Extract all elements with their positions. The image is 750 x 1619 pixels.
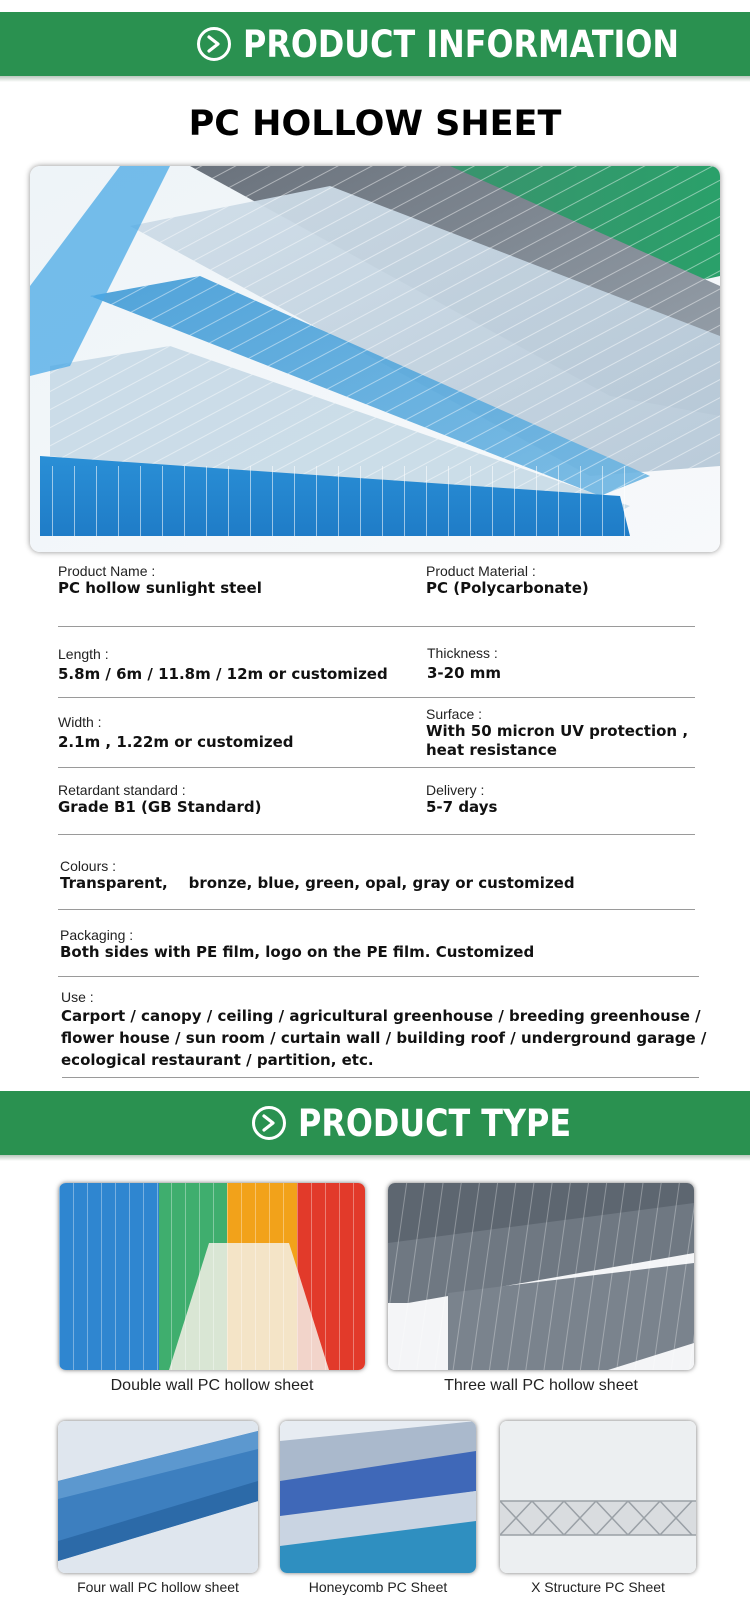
product-type-caption: Honeycomb PC Sheet [308,1579,448,1595]
product-type-caption: Three wall PC hollow sheet [444,1377,638,1394]
spec-value: PC (Polycarbonate) [426,579,589,597]
product-type-banner [0,1091,750,1155]
spec-thickness [427,645,501,683]
chevron-right-circle-icon [252,1106,286,1140]
three-wall-sheet-image [388,1183,694,1370]
spec-value: Transparent, bronze, blue, green, opal, gray or customized [60,874,575,892]
divider [58,767,695,768]
honeycomb-sheet-image [280,1421,476,1573]
spec-value: PC hollow sunlight steel [58,579,262,597]
product-type-caption: Four wall PC hollow sheet [77,1579,239,1595]
spec-label: Surface : [426,706,483,722]
x-structure-sheet-image [500,1421,696,1573]
page-title: PC HOLLOW SHEET [188,104,562,144]
spec-label: Product Material : [426,563,536,579]
spec-retardant [58,782,262,817]
spec-value: With 50 micron UV protection , [426,722,689,740]
spec-width [58,714,294,752]
spec-delivery [426,782,497,817]
spec-label: Product Name : [58,563,156,579]
banner-title: PRODUCT INFORMATION [243,22,680,66]
pc-hollow-sheets-image [30,166,720,552]
spec-label: Width : [58,714,102,730]
banner-title: PRODUCT TYPE [298,1101,572,1145]
spec-packaging [60,927,534,962]
product-type-caption: Double wall PC hollow sheet [110,1377,314,1394]
spec-colours [60,858,575,893]
spec-label: Delivery : [426,782,485,798]
spec-label: Colours : [60,858,117,874]
spec-value: ecological restaurant / partition, etc. [61,1051,374,1069]
spec-value: Grade B1 (GB Standard) [58,798,262,816]
product-information-banner [0,12,750,76]
divider [58,697,695,698]
spec-surface [426,706,688,760]
spec-value: flower house / sun room / curtain wall / building roof / underground garage / [61,1029,707,1047]
double-wall-sheet-image [59,1183,365,1370]
divider [58,834,695,835]
spec-label: Use : [61,989,94,1005]
chevron-right-circle-icon [197,27,231,61]
divider [58,909,695,910]
spec-label: Retardant standard : [58,782,186,798]
spec-use [61,989,706,1071]
spec-label: Thickness : [427,645,498,661]
divider [58,626,695,627]
spec-value: heat resistance [426,741,557,759]
spec-length [58,646,388,684]
spec-value: 5-7 days [426,798,498,816]
spec-value: 2.1m , 1.22m or customized [58,733,294,751]
spec-product-material [426,563,589,598]
spec-value: 3-20 mm [427,664,502,682]
divider [58,976,699,977]
four-wall-sheet-image [58,1421,258,1573]
product-type-caption: X Structure PC Sheet [531,1579,665,1595]
spec-label: Packaging : [60,927,134,943]
spec-label: Length : [58,646,109,662]
spec-value: Both sides with PE film, logo on the PE film. Customized [60,943,535,961]
spec-value: 5.8m / 6m / 11.8m / 12m or customized [58,665,388,683]
spec-product-name [58,563,262,598]
divider [62,1077,699,1078]
spec-value: Carport / canopy / ceiling / agricultural greenhouse / breeding greenhouse / [61,1007,701,1025]
